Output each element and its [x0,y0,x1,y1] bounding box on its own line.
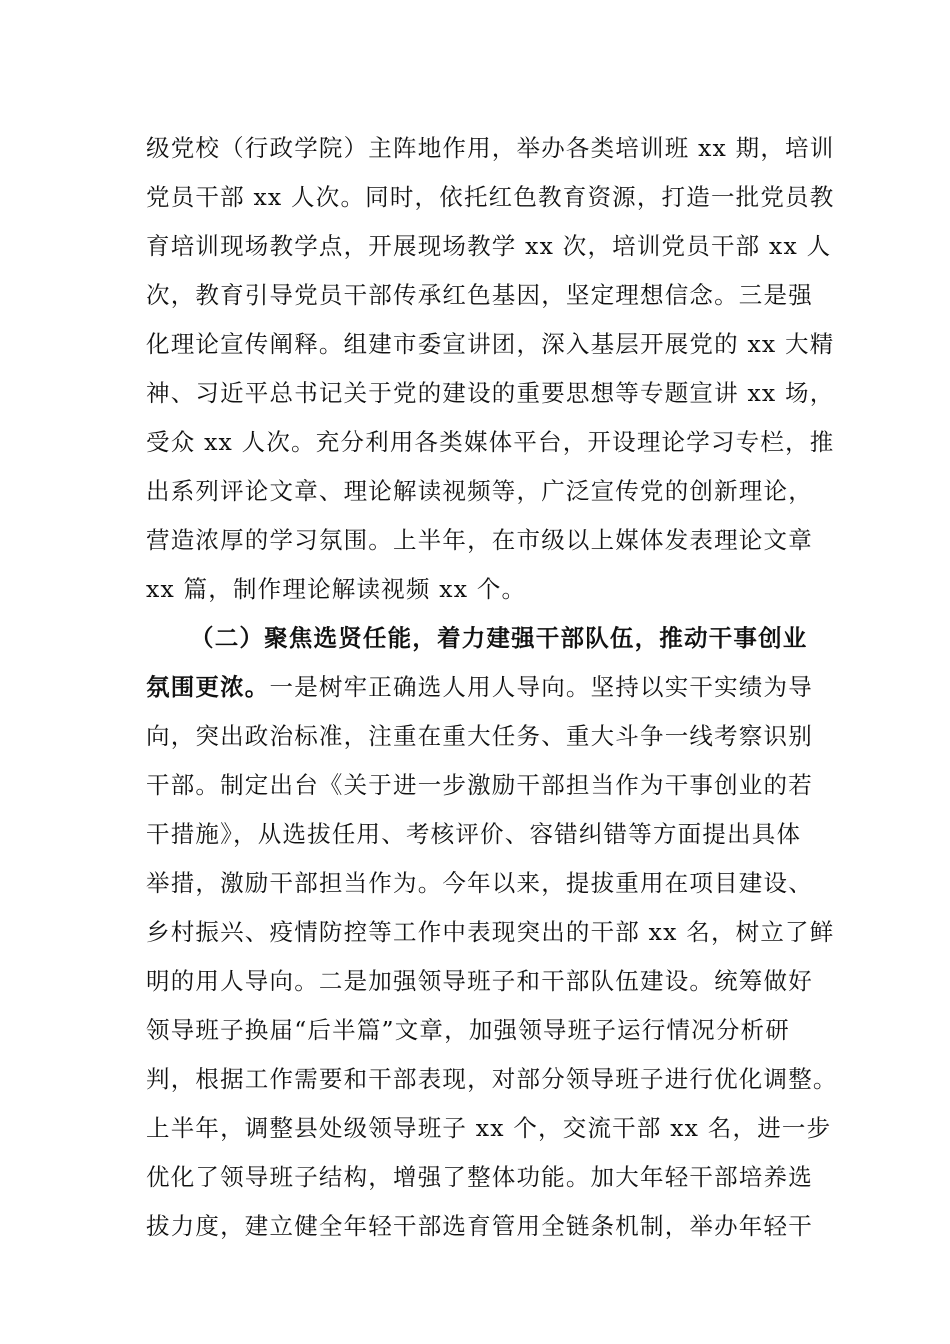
body-text-line: 判，根据工作需要和干部表现，对部分领导班子进行优化调整。 [146,1065,838,1093]
section-heading: （二）聚焦选贤任能，着力建强干部队伍，推动干事创业 [190,624,808,652]
body-text-line: 向，突出政治标准，注重在重大任务、重大斗争一线考察识别 [146,722,813,750]
body-text-line: 干部。制定出台《关于进一步激励干部担当作为干事创业的若 [146,771,813,799]
body-text-line: 营造浓厚的学习氛围。上半年，在市级以上媒体发表理论文章 [146,526,813,554]
body-text-line: xx 篇，制作理论解读视频 xx 个。 [146,575,527,603]
body-text-line: 党员干部 xx 人次。同时，依托红色教育资源，打造一批党员教 [146,183,835,211]
body-text-line: 育培训现场教学点，开展现场教学 xx 次，培训党员干部 xx 人 [146,232,832,260]
body-text-line: 次，教育引导党员干部传承红色基因，坚定理想信念。三是强 [146,281,813,309]
section-heading-tail: 氛围更浓。 [146,673,270,701]
body-text-line: 化理论宣传阐释。组建市委宣讲团，深入基层开展党的 xx 大精 [146,330,835,358]
body-text-line: 上半年，调整县处级领导班子 xx 个，交流干部 xx 名，进一步 [146,1114,832,1142]
body-text-line: 领导班子换届“后半篇”文章，加强领导班子运行情况分析研 [146,1016,790,1044]
body-text-span: 一是树牢正确选人用人导向。坚持以实干实绩为导 [269,673,813,701]
body-text-line: 出系列评论文章、理论解读视频等，广泛宣传党的创新理论， [146,477,813,505]
section-heading-continuation [146,669,846,705]
body-text-line: 级党校（行政学院）主阵地作用，举办各类培训班 xx 期，培训 [146,134,835,162]
body-text-line: 干措施》，从选拔任用、考核评价、容错纠错等方面提出具体 [146,820,802,848]
body-text-line: 举措，激励干部担当作为。今年以来，提拔重用在项目建设、 [146,869,813,897]
body-text-line: 神、习近平总书记关于党的建设的重要思想等专题宣讲 xx 场， [146,379,835,407]
body-text-line: 拔力度，建立健全年轻干部选育管用全链条机制，举办年轻干 [146,1212,813,1240]
body-text-line: 优化了领导班子结构，增强了整体功能。加大年轻干部培养选 [146,1163,813,1191]
body-text-line: 明的用人导向。二是加强领导班子和干部队伍建设。统筹做好 [146,967,813,995]
body-text-line: 乡村振兴、疫情防控等工作中表现突出的干部 xx 名，树立了鲜 [146,918,835,946]
body-text-line: 受众 xx 人次。充分利用各类媒体平台，开设理论学习专栏，推 [146,428,835,456]
